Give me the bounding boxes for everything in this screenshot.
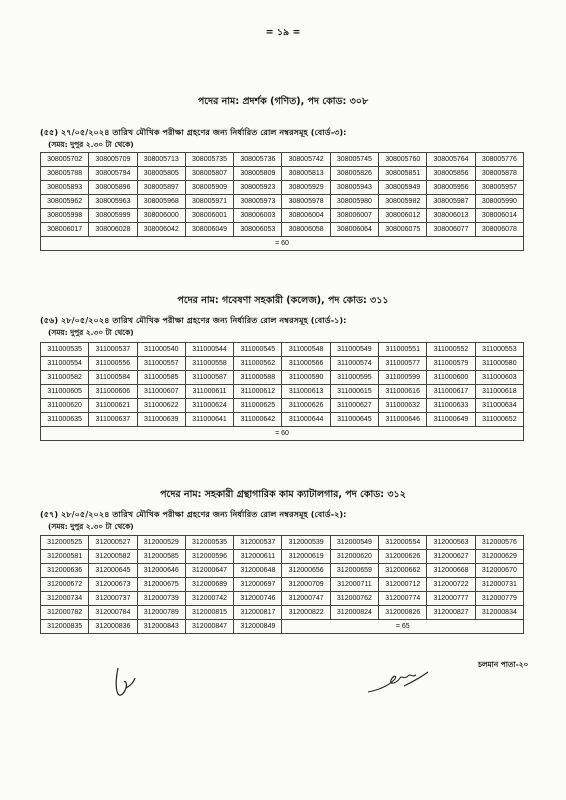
roll-number-cell: 312000709	[282, 578, 330, 592]
roll-number-cell: 308005813	[282, 167, 330, 181]
roll-number-cell: 312000673	[89, 578, 137, 592]
roll-number-cell: 312000817	[234, 606, 282, 620]
roll-number-cell: 308006014	[475, 209, 523, 223]
roll-number-cell: 308005851	[379, 167, 427, 181]
roll-number-cell: 312000619	[282, 550, 330, 564]
roll-number-cell: 311000606	[89, 385, 137, 399]
roll-number-cell: 312000581	[41, 550, 89, 564]
roll-number-cell: 312000525	[41, 536, 89, 550]
table-row	[41, 343, 524, 357]
table-row	[41, 371, 524, 385]
roll-number-cell: 311000535	[41, 343, 89, 357]
roll-number-cell: 311000579	[427, 357, 475, 371]
roll-number-cell: 308005971	[185, 195, 233, 209]
roll-number-cell: 308006003	[234, 209, 282, 223]
roll-number-cell: 311000618	[475, 385, 523, 399]
roll-number-cell: 312000789	[137, 606, 185, 620]
roll-number-cell: 311000585	[137, 371, 185, 385]
roll-number-cell: 312000670	[475, 564, 523, 578]
roll-number-cell: 311000634	[475, 399, 523, 413]
roll-number-cell: 311000646	[379, 413, 427, 427]
roll-number-cell: 308005957	[475, 181, 523, 195]
roll-number-cell: 308006012	[379, 209, 427, 223]
roll-number-cell: 308005982	[379, 195, 427, 209]
total-row	[41, 237, 524, 251]
roll-number-cell: 308006028	[89, 223, 137, 237]
roll-number-cell: 312000611	[234, 550, 282, 564]
roll-number-cell: 312000824	[330, 606, 378, 620]
roll-number-cell: 311000641	[185, 413, 233, 427]
table-row	[41, 578, 524, 592]
roll-number-cell: 308005745	[330, 153, 378, 167]
roll-number-cell: 308005893	[41, 181, 89, 195]
roll-number-cell: 311000617	[427, 385, 475, 399]
roll-number-cell: 312000827	[427, 606, 475, 620]
roll-number-cell: 312000659	[330, 564, 378, 578]
roll-number-cell: 311000544	[185, 343, 233, 357]
roll-number-cell: 312000689	[185, 578, 233, 592]
roll-number-cell: 308005735	[185, 153, 233, 167]
roll-number-cell: 312000836	[89, 620, 137, 634]
roll-number-cell: 308005760	[379, 153, 427, 167]
roll-number-cell: 308005943	[330, 181, 378, 195]
post-title-308: পদের নাম: প্রদর্শক (গণিত), পদ কোড: ৩০৮	[197, 96, 369, 107]
roll-number-cell: 312000662	[379, 564, 427, 578]
table-row	[41, 385, 524, 399]
table-row	[41, 620, 524, 634]
roll-number-cell: 312000582	[89, 550, 137, 564]
roll-number-cell: 311000549	[330, 343, 378, 357]
roll-number-cell: 308005713	[137, 153, 185, 167]
roll-number-cell: 311000620	[41, 399, 89, 413]
table-row	[41, 209, 524, 223]
table-row	[41, 223, 524, 237]
roll-number-cell: 308005923	[234, 181, 282, 195]
roll-number-cell: 312000742	[185, 592, 233, 606]
roll-number-cell: 311000633	[427, 399, 475, 413]
table-row	[41, 592, 524, 606]
roll-number-cell: 308005987	[427, 195, 475, 209]
roll-number-cell: 312000762	[330, 592, 378, 606]
roll-number-cell: 312000835	[41, 620, 89, 634]
roll-number-cell: 312000596	[185, 550, 233, 564]
page-number: = ১৯ =	[265, 27, 301, 38]
roll-number-cell: 311000595	[330, 371, 378, 385]
total-count-cell: = 65	[282, 620, 524, 634]
total-row	[41, 427, 524, 441]
total-count-cell: = 60	[41, 427, 524, 441]
table-row	[41, 181, 524, 195]
roll-number-cell: 308005978	[282, 195, 330, 209]
roll-number-cell: 308005909	[185, 181, 233, 195]
roll-number-cell: 311000582	[41, 371, 89, 385]
continued-page-note: চলমান পাতা-২০	[478, 660, 529, 669]
table-row	[41, 413, 524, 427]
roll-number-cell: 312000779	[475, 592, 523, 606]
roll-number-cell: 312000822	[282, 606, 330, 620]
roll-number-cell: 311000613	[282, 385, 330, 399]
roll-number-cell: 308005990	[475, 195, 523, 209]
roll-number-cell: 311000540	[137, 343, 185, 357]
roll-number-cell: 308005805	[137, 167, 185, 181]
section-time-55: (সময়: দুপুর ২.৩০ টা থেকে)	[48, 140, 134, 149]
roll-number-cell: 312000849	[234, 620, 282, 634]
roll-number-cell: 311000626	[282, 399, 330, 413]
roll-number-cell: 312000774	[379, 592, 427, 606]
roll-number-cell: 311000556	[89, 357, 137, 371]
roll-number-cell: 311000588	[234, 371, 282, 385]
roll-number-cell: 312000576	[475, 536, 523, 550]
roll-number-cell: 311000574	[330, 357, 378, 371]
roll-number-cell: 311000551	[379, 343, 427, 357]
roll-number-cell: 311000652	[475, 413, 523, 427]
roll-number-cell: 308006017	[41, 223, 89, 237]
roll-number-cell: 312000636	[41, 564, 89, 578]
roll-number-cell: 312000672	[41, 578, 89, 592]
roll-number-cell: 308006001	[185, 209, 233, 223]
roll-number-cell: 312000647	[185, 564, 233, 578]
table-row	[41, 167, 524, 181]
roll-number-cell: 308005968	[137, 195, 185, 209]
roll-number-cell: 311000644	[282, 413, 330, 427]
roll-number-cell: 312000697	[234, 578, 282, 592]
roll-number-cell: 312000648	[234, 564, 282, 578]
roll-number-cell: 308005897	[137, 181, 185, 195]
roll-number-cell: 308005963	[89, 195, 137, 209]
roll-number-cell: 308006078	[475, 223, 523, 237]
roll-number-cell: 311000607	[137, 385, 185, 399]
roll-number-cell: 308005999	[89, 209, 137, 223]
roll-number-cell: 311000615	[330, 385, 378, 399]
roll-number-cell: 308005702	[41, 153, 89, 167]
roll-number-cell: 308005736	[234, 153, 282, 167]
roll-number-cell: 311000557	[137, 357, 185, 371]
roll-number-cell: 308005788	[41, 167, 89, 181]
roll-number-cell: 312000539	[282, 536, 330, 550]
roll-table-308	[40, 152, 524, 251]
roll-number-cell: 308006007	[330, 209, 378, 223]
roll-number-cell: 308006013	[427, 209, 475, 223]
total-count-cell: = 60	[41, 237, 524, 251]
roll-number-cell: 312000747	[282, 592, 330, 606]
roll-number-cell: 311000553	[475, 343, 523, 357]
table-row	[41, 195, 524, 209]
roll-number-cell: 312000646	[137, 564, 185, 578]
roll-number-cell: 311000622	[137, 399, 185, 413]
roll-number-cell: 311000580	[475, 357, 523, 371]
roll-number-cell: 311000603	[475, 371, 523, 385]
roll-number-cell: 308005980	[330, 195, 378, 209]
roll-number-cell: 308006042	[137, 223, 185, 237]
section-heading-56: (৫৬) ২৮/০৫/২০২৪ তারিখ মৌখিক পরীক্ষা গ্রহণের জন্য নির্ধারিত রোল নম্বরসমূহ (বোর্ড-১):	[40, 315, 347, 325]
roll-number-cell: 311000605	[41, 385, 89, 399]
roll-number-cell: 312000645	[89, 564, 137, 578]
roll-number-cell: 308005776	[475, 153, 523, 167]
roll-number-cell: 311000616	[379, 385, 427, 399]
post-title-311: পদের নাম: গবেষণা সহকারী (কলেজ), পদ কোড: ৩১১	[177, 295, 389, 306]
roll-number-cell: 311000600	[427, 371, 475, 385]
roll-number-cell: 308006049	[185, 223, 233, 237]
table-row	[41, 564, 524, 578]
roll-number-cell: 312000626	[379, 550, 427, 564]
roll-number-cell: 308006077	[427, 223, 475, 237]
roll-number-cell: 312000549	[330, 536, 378, 550]
roll-number-cell: 311000577	[379, 357, 427, 371]
section-time-56: (সময়: দুপুর ২.৩০ টা থেকে)	[48, 328, 134, 337]
section-heading-57: (৫৭) ২৮/০৫/২০২৪ তারিখ মৌখিক পরীক্ষা গ্রহণের জন্য নির্ধারিত রোল নম্বরসমূহ (বোর্ড-২):	[40, 509, 347, 519]
roll-number-cell: 311000566	[282, 357, 330, 371]
roll-number-cell: 312000627	[427, 550, 475, 564]
table-row	[41, 606, 524, 620]
roll-number-cell: 312000737	[89, 592, 137, 606]
roll-number-cell: 312000629	[475, 550, 523, 564]
roll-number-cell: 311000642	[234, 413, 282, 427]
roll-table-312	[40, 535, 524, 634]
roll-number-cell: 312000554	[379, 536, 427, 550]
roll-number-cell: 308005973	[234, 195, 282, 209]
roll-number-cell: 308005856	[427, 167, 475, 181]
roll-number-cell: 311000558	[185, 357, 233, 371]
roll-number-cell: 312000777	[427, 592, 475, 606]
roll-number-cell: 312000782	[41, 606, 89, 620]
roll-number-cell: 308005809	[234, 167, 282, 181]
roll-number-cell: 312000537	[234, 536, 282, 550]
roll-number-cell: 311000554	[41, 357, 89, 371]
roll-number-cell: 311000625	[234, 399, 282, 413]
roll-number-cell: 312000843	[137, 620, 185, 634]
roll-number-cell: 311000587	[185, 371, 233, 385]
roll-number-cell: 311000537	[89, 343, 137, 357]
roll-number-cell: 311000548	[282, 343, 330, 357]
roll-number-cell: 312000620	[330, 550, 378, 564]
roll-number-cell: 308005962	[41, 195, 89, 209]
roll-number-cell: 312000784	[89, 606, 137, 620]
roll-number-cell: 312000668	[427, 564, 475, 578]
roll-table-311	[40, 342, 524, 441]
roll-number-cell: 312000847	[185, 620, 233, 634]
roll-number-cell: 311000621	[89, 399, 137, 413]
roll-number-cell: 312000731	[475, 578, 523, 592]
roll-number-cell: 312000563	[427, 536, 475, 550]
post-title-312: পদের নাম: সহকারী গ্রন্থাগারিক কাম ক্যাটালগার, পদ কোড: ৩১২	[160, 489, 406, 500]
table-row	[41, 536, 524, 550]
roll-number-cell: 311000584	[89, 371, 137, 385]
roll-number-cell: 311000645	[330, 413, 378, 427]
roll-number-cell: 311000637	[89, 413, 137, 427]
roll-number-cell: 311000552	[427, 343, 475, 357]
roll-number-cell: 311000599	[379, 371, 427, 385]
roll-number-cell: 311000612	[234, 385, 282, 399]
roll-number-cell: 312000711	[330, 578, 378, 592]
table-row	[41, 399, 524, 413]
roll-number-cell: 312000675	[137, 578, 185, 592]
roll-number-cell: 311000545	[234, 343, 282, 357]
roll-number-cell: 312000527	[89, 536, 137, 550]
section-time-57: (সময়: দুপুর ২.৩০ টা থেকে)	[48, 522, 134, 531]
handwritten-signature	[364, 660, 434, 700]
roll-number-cell: 308005709	[89, 153, 137, 167]
roll-number-cell: 311000627	[330, 399, 378, 413]
roll-number-cell: 308006004	[282, 209, 330, 223]
roll-number-cell: 308005764	[427, 153, 475, 167]
roll-number-cell: 312000656	[282, 564, 330, 578]
roll-number-cell: 312000746	[234, 592, 282, 606]
roll-number-cell: 308005998	[41, 209, 89, 223]
roll-number-cell: 311000649	[427, 413, 475, 427]
roll-number-cell: 308005956	[427, 181, 475, 195]
roll-number-cell: 308005929	[282, 181, 330, 195]
roll-number-cell: 312000712	[379, 578, 427, 592]
roll-number-cell: 311000635	[41, 413, 89, 427]
roll-number-cell: 311000632	[379, 399, 427, 413]
roll-number-cell: 308005807	[185, 167, 233, 181]
roll-number-cell: 312000535	[185, 536, 233, 550]
roll-number-cell: 308006053	[234, 223, 282, 237]
roll-number-cell: 308005878	[475, 167, 523, 181]
roll-number-cell: 311000562	[234, 357, 282, 371]
roll-number-cell: 312000734	[41, 592, 89, 606]
table-row	[41, 357, 524, 371]
roll-number-cell: 308005896	[89, 181, 137, 195]
roll-number-cell: 308005949	[379, 181, 427, 195]
roll-number-cell: 312000815	[185, 606, 233, 620]
roll-number-cell: 308005742	[282, 153, 330, 167]
roll-number-cell: 312000585	[137, 550, 185, 564]
roll-number-cell: 312000826	[379, 606, 427, 620]
roll-number-cell: 308005826	[330, 167, 378, 181]
roll-number-cell: 312000722	[427, 578, 475, 592]
roll-number-cell: 312000834	[475, 606, 523, 620]
roll-number-cell: 308006058	[282, 223, 330, 237]
section-heading-55: (৫৫) ২৭/০৫/২০২৪ তারিখ মৌখিক পরীক্ষা গ্রহণের জন্য নির্ধারিত রোল নম্বরসমূহ (বোর্ড-৩):	[40, 127, 347, 137]
roll-number-cell: 311000624	[185, 399, 233, 413]
initials-signature	[112, 664, 138, 700]
roll-number-cell: 311000611	[185, 385, 233, 399]
roll-number-cell: 308005794	[89, 167, 137, 181]
roll-number-cell: 312000739	[137, 592, 185, 606]
roll-number-cell: 311000639	[137, 413, 185, 427]
roll-number-cell: 311000590	[282, 371, 330, 385]
table-row	[41, 153, 524, 167]
roll-number-cell: 308006064	[330, 223, 378, 237]
roll-number-cell: 308006000	[137, 209, 185, 223]
table-row	[41, 550, 524, 564]
roll-number-cell: 308006075	[379, 223, 427, 237]
roll-number-cell: 312000529	[137, 536, 185, 550]
